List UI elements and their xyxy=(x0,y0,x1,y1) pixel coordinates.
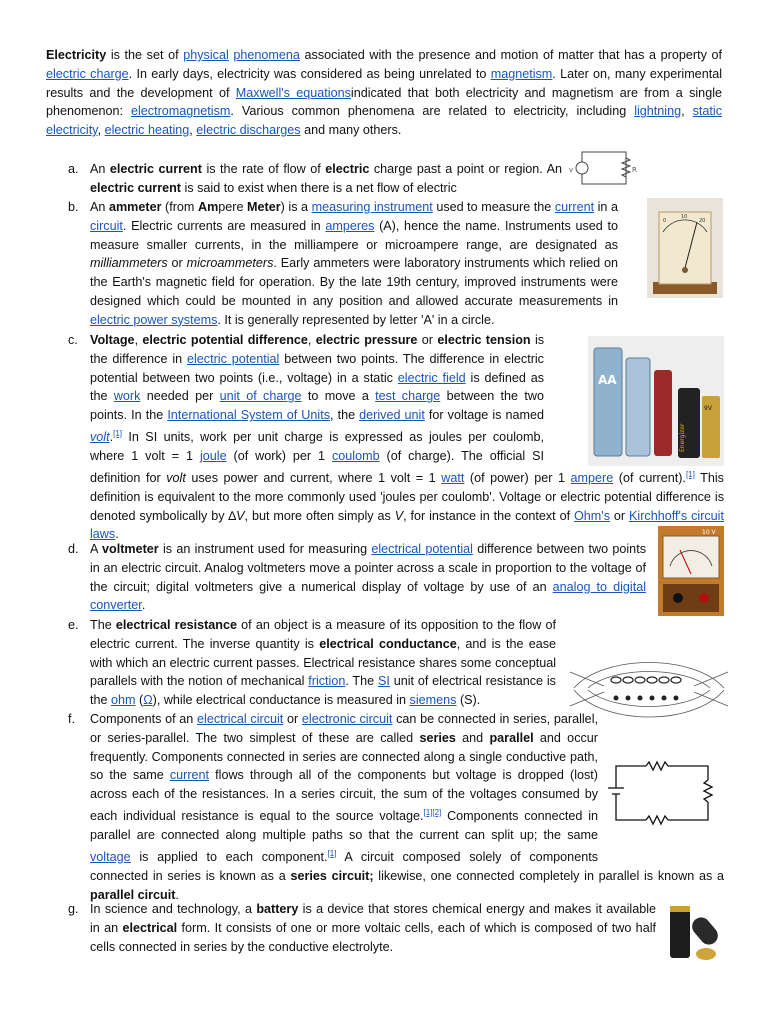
link-watt[interactable]: watt xyxy=(441,470,465,485)
text: (of work) per 1 xyxy=(226,448,332,463)
resistor-circuit-figure xyxy=(604,752,722,832)
list-marker: e. xyxy=(68,618,79,632)
text: and occur frequently. Components connected in series are connected along a single conductive path, so the same xyxy=(90,730,598,783)
link-friction[interactable]: friction xyxy=(308,674,346,689)
text: . xyxy=(115,527,119,542)
text: A circuit composed solely of components connected in series is known as a xyxy=(90,849,598,883)
term: Am xyxy=(197,200,219,214)
brand-label: Energizer xyxy=(679,423,686,452)
text: and xyxy=(455,730,490,745)
text: The xyxy=(90,618,116,632)
link-electric-heating[interactable]: electric heating xyxy=(104,123,190,138)
text: is a device that stores chemical energy and makes it available in an xyxy=(90,902,656,935)
terminal xyxy=(699,593,709,603)
link-test-charge[interactable]: test charge xyxy=(375,389,441,404)
text: (A), hence the name. Instruments used to measure smaller currents, in the milliampere or microampere range, are designated as xyxy=(90,218,618,252)
text: and many others. xyxy=(300,123,402,138)
italic-term: microammeters xyxy=(186,256,274,271)
aa-battery xyxy=(626,358,650,456)
text: , xyxy=(307,333,316,347)
term: electric current xyxy=(109,162,202,176)
text: difference between two points in an electric circuit. Analog voltmeters move a pointer across a scale in proportion to the voltage of the circuit; digital voltmeters give a numerical display of voltage by use of an xyxy=(90,542,646,594)
list-marker: f. xyxy=(68,712,75,726)
text: or xyxy=(610,508,630,523)
link-siemens[interactable]: siemens xyxy=(409,693,457,708)
range-label: 10 V xyxy=(702,529,716,536)
text: , xyxy=(134,333,143,347)
scale-tick-label: 10 xyxy=(681,214,688,220)
italic-term: V xyxy=(394,508,404,523)
link-coulomb[interactable]: coulomb xyxy=(331,448,380,463)
term: parallel circuit xyxy=(90,887,176,902)
text: of an object is a measure of its opposition to the flow of electric current. The inverse quantity is xyxy=(90,618,557,651)
text: Components of an xyxy=(90,712,198,726)
link-derived-unit[interactable]: derived unit xyxy=(359,408,425,423)
list-marker: a. xyxy=(68,162,79,176)
text: unit of electrical resistance is the xyxy=(90,674,556,708)
text: . Early ammeters were laboratory instruments which relied on the Earth's magnetic field for operation. By the late 19th century, improved instruments were designed which could be mounted in any position and allowed accurate measurements in xyxy=(90,256,618,308)
text: , but more often simply as xyxy=(244,508,395,523)
link-electric-potential[interactable]: electric potential xyxy=(186,351,280,366)
term: electrical conductance xyxy=(319,636,457,651)
circuit-wires xyxy=(608,762,712,824)
citation-ref[interactable]: [1] xyxy=(113,428,123,438)
text: . Various common phenomena are related to electricity, including xyxy=(230,104,635,119)
text: In science and technology, a xyxy=(90,902,257,916)
term: ammeter xyxy=(108,200,162,214)
9v-label: 9V xyxy=(704,405,712,412)
link-static-electricity[interactable]: static electricity xyxy=(46,104,723,138)
link-lightning[interactable]: lightning xyxy=(634,104,682,119)
italic-term: volt xyxy=(166,470,186,485)
text: (from xyxy=(161,200,198,214)
link-work[interactable]: work xyxy=(113,389,141,404)
link-physical[interactable]: physical xyxy=(183,48,229,62)
list-marker: c. xyxy=(68,333,78,347)
text: An xyxy=(90,162,110,176)
batteries-photo xyxy=(588,336,724,466)
link-current[interactable]: current xyxy=(554,200,595,214)
term: electric potential difference xyxy=(142,333,308,347)
text: in a xyxy=(594,200,618,214)
text: , for instance in the context of xyxy=(403,508,574,523)
text: . It is generally represented by letter 'A' in a circle. xyxy=(217,312,495,327)
text: . xyxy=(141,598,146,613)
link-ohm[interactable]: ohm xyxy=(111,693,136,708)
link-electric-power-systems[interactable]: electric power systems xyxy=(90,312,218,327)
text: , xyxy=(97,123,105,138)
list-marker: b. xyxy=(68,200,79,214)
link-ampere[interactable]: ampere xyxy=(570,470,614,485)
text: charge past a point or region. An xyxy=(369,162,562,176)
link-current[interactable]: current xyxy=(169,768,210,783)
link-amperes[interactable]: amperes xyxy=(325,218,375,233)
item-body xyxy=(90,198,718,330)
link-analog-to-digital-converter[interactable]: analog to digital converter xyxy=(90,579,646,613)
text: An xyxy=(90,200,109,214)
link-electromagnetism[interactable]: electromagnetism xyxy=(131,104,231,119)
link-electric-field[interactable]: electric field xyxy=(397,370,466,385)
text: between the two points. In the xyxy=(90,389,544,423)
term: voltmeter xyxy=(102,542,159,556)
text: is said to exist when there is a net flow of electric xyxy=(181,180,457,195)
text: ( xyxy=(135,693,144,708)
text: associated with the presence and motion of matter that has a property of xyxy=(299,48,723,62)
text: flows through all of the components but voltage is dropped (lost) across each of the resistances. In a series circuit, the sum of the voltages consumed by each individual resistance is equal to the source voltage. xyxy=(90,768,598,824)
citation-ref[interactable]: [1] xyxy=(685,469,695,479)
link-electronic-circuit[interactable]: electronic circuit xyxy=(301,712,393,726)
text: between two points. The difference in electric potential between two points (i.e., voltage) in a static xyxy=(90,351,544,385)
text: uses power and current, where 1 volt = 1 xyxy=(185,470,442,485)
link-electrical-circuit[interactable]: electrical circuit xyxy=(197,712,284,726)
text: (of charge). The official SI definition for xyxy=(90,448,545,485)
link-omega[interactable]: Ω xyxy=(143,693,153,708)
link-volt[interactable]: volt xyxy=(90,430,110,445)
link-voltage[interactable]: voltage xyxy=(90,849,131,864)
text: is defined as the xyxy=(90,370,545,404)
term: electric pressure xyxy=(315,333,418,347)
link-kirchhoffs-circuit-laws[interactable]: Kirchhoff's circuit laws xyxy=(90,508,724,542)
field-lines xyxy=(570,663,728,718)
text: is applied to each component. xyxy=(130,849,328,864)
text: A xyxy=(90,542,102,556)
text: . Later on, many experimental results and the development of xyxy=(46,66,722,100)
cells-photo xyxy=(662,900,724,968)
scale-tick-label: 20 xyxy=(699,218,706,224)
item-body xyxy=(90,160,562,198)
text: . The xyxy=(345,674,378,689)
text: or xyxy=(417,333,438,347)
text: form. It consists of one or more voltaic cells, each of which is composed of two half cells connected in series by the conductive electrolyte. xyxy=(90,920,656,954)
ammeter-photo xyxy=(647,198,723,298)
text: or xyxy=(283,712,302,726)
text: is the set of xyxy=(106,48,184,62)
link-magnetism[interactable]: magnetism xyxy=(490,66,553,81)
text: or xyxy=(167,256,187,271)
meter-face xyxy=(663,536,719,578)
term: electric xyxy=(325,162,370,176)
text: , xyxy=(681,104,693,119)
aa-label: AA xyxy=(598,373,617,387)
terminal xyxy=(673,593,683,603)
link-phenomena[interactable]: phenomena xyxy=(233,48,300,62)
text: This definition is equivalent to the more commonly used 'joules per coulomb'. Voltage or electric potential difference is denoted symbolically by ∆ xyxy=(90,470,724,523)
italic-term: milliammeters xyxy=(90,256,168,271)
text: is an instrument used for measuring xyxy=(158,542,372,556)
intro-paragraph xyxy=(46,46,722,140)
link-electric-charge[interactable]: electric charge xyxy=(46,66,129,81)
text: . xyxy=(109,430,114,445)
text: . xyxy=(175,887,179,902)
aa-battery xyxy=(594,348,622,456)
text: is the difference in xyxy=(90,333,545,366)
coil-cross-section xyxy=(614,696,679,701)
citation-ref[interactable]: [1] xyxy=(327,848,337,858)
text: (of power) per 1 xyxy=(464,470,571,485)
text: for voltage is named xyxy=(424,408,545,423)
text: Components connected in parallel are connected along multiple paths so that the current can split up; the same xyxy=(90,809,598,842)
link-electric-discharges[interactable]: electric discharges xyxy=(196,123,301,138)
term: series circuit; xyxy=(290,868,374,883)
link-maxwells-equations[interactable]: Maxwell's equations xyxy=(235,85,351,100)
link-joule[interactable]: joule xyxy=(199,448,227,463)
text: used to measure the xyxy=(432,200,555,214)
text: ) is a xyxy=(280,200,312,214)
terminal-panel xyxy=(663,584,719,612)
cell-cap xyxy=(670,906,690,912)
link-circuit[interactable]: circuit xyxy=(90,218,123,233)
text: , and is the ease with which an electric current passes. Electrical resistance shares some conceptual parallels with the notion of mechanical xyxy=(90,636,557,689)
source-label: v xyxy=(569,166,574,174)
term: electrical resistance xyxy=(115,618,237,632)
resistor-label: R xyxy=(632,166,637,174)
list-marker: g. xyxy=(68,902,79,916)
link-unit-of-charge[interactable]: unit of charge xyxy=(219,389,302,404)
text: , xyxy=(189,123,197,138)
text: can be connected in series, parallel, or series-parallel. The two simplest of these are called xyxy=(90,712,598,745)
coil-loops xyxy=(611,677,681,683)
magnetic-field-figure xyxy=(564,650,734,728)
link-electrical-potential[interactable]: electrical potential xyxy=(371,542,473,556)
link-international-system-of-units[interactable]: International System of Units xyxy=(167,408,331,423)
text: , the xyxy=(330,408,360,423)
term: electric current xyxy=(90,180,181,195)
text: likewise, one connected completely in parallel is known as a xyxy=(373,868,724,883)
term: Voltage xyxy=(90,333,135,347)
cell-battery xyxy=(670,906,690,958)
circuit-loop xyxy=(582,152,626,184)
term: electrical xyxy=(122,920,178,935)
term-electricity: Electricity xyxy=(46,48,107,62)
term: Meter xyxy=(247,200,281,214)
simple-circuit-figure xyxy=(566,146,642,190)
text: . In early days, electricity was considered as being unrelated to xyxy=(128,66,491,81)
needle-pivot xyxy=(682,267,688,273)
aaa-battery xyxy=(654,370,672,456)
text: pere xyxy=(218,200,248,214)
term: electric tension xyxy=(437,333,531,347)
item-body xyxy=(90,900,656,956)
list-marker: d. xyxy=(68,542,79,556)
term: series xyxy=(419,730,456,745)
link-si[interactable]: SI xyxy=(377,674,390,689)
cell-end xyxy=(696,948,716,960)
source-symbol xyxy=(576,162,588,174)
link-ohms[interactable]: Ohm's xyxy=(574,508,610,523)
text: is the rate of flow of xyxy=(201,162,326,176)
item-body xyxy=(90,540,646,615)
term: battery xyxy=(256,902,299,916)
text: . Electric currents are measured in xyxy=(122,218,326,233)
text: to move a xyxy=(301,389,376,404)
text: (S). xyxy=(456,693,481,708)
text: needed per xyxy=(140,389,220,404)
text: indicated that both electricity and magnetism are from a single phenomenon: xyxy=(46,85,722,119)
citation-ref[interactable]: [1][2] xyxy=(423,807,442,817)
link-measuring-instrument[interactable]: measuring instrument xyxy=(311,200,433,214)
text: (of current). xyxy=(613,470,686,485)
text: In SI units, work per unit charge is expressed as joules per coulomb, where 1 volt = 1 xyxy=(90,430,544,463)
term: parallel xyxy=(489,730,534,745)
scale-tick-label: 0 xyxy=(663,218,667,224)
voltmeter-photo xyxy=(658,526,724,616)
italic-term: V xyxy=(236,508,245,523)
text: ), while electrical conductance is measured in xyxy=(152,693,410,708)
